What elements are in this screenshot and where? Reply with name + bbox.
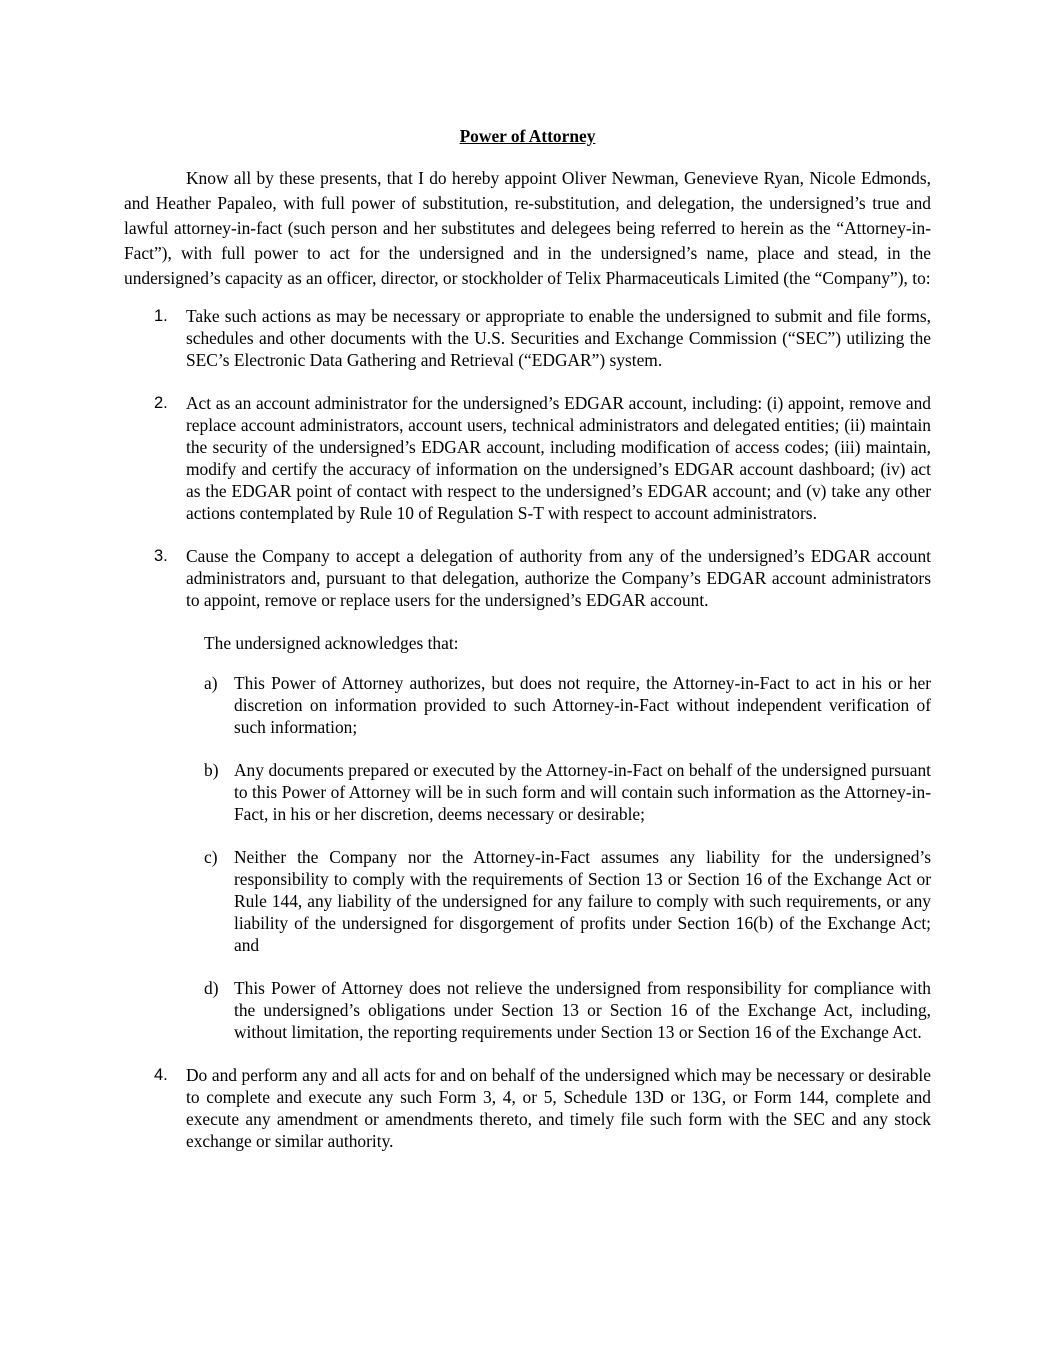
acknowledgement-text: The undersigned acknowledges that: xyxy=(204,633,459,654)
list-item-4 xyxy=(124,1064,931,1152)
item-number: 1. xyxy=(154,307,168,326)
sub-item-a xyxy=(124,672,931,738)
sub-item-letter: a) xyxy=(204,673,218,694)
sub-item-letter: b) xyxy=(204,760,219,781)
numbered-list xyxy=(124,305,931,1152)
sub-item-d xyxy=(124,977,931,1043)
item-text: Do and perform any and all acts for and on behalf of the undersigned which may be necessary or desirable to complete and execute any such Form 3, 4, or 5, Schedule 13D or 13G, or Form 144, complete and execute any amendment or amendments thereto, and timely file such form with the SEC and any stock exchange or similar authority. xyxy=(186,1065,931,1152)
item-number: 4. xyxy=(154,1066,168,1085)
document-title: Power of Attorney xyxy=(459,126,596,146)
sub-item-text: This Power of Attorney authorizes, but does not require, the Attorney-in-Fact to act in his or her discretion on information provided to such Attorney-in-Fact without independent verification of such information; xyxy=(234,673,931,738)
sub-item-text: Any documents prepared or executed by the Attorney-in-Fact on behalf of the undersigned pursuant to this Power of Attorney will be in such form and will contain such information as the Attorney-in-Fact, in his or her discretion, deems necessary or desirable; xyxy=(234,760,931,825)
list-item-1 xyxy=(124,305,931,371)
item-text: Take such actions as may be necessary or appropriate to enable the undersigned to submit and file forms, schedules and other documents with the U.S. Securities and Exchange Commission (“SEC”) utilizing the SEC’s Electronic Data Gathering and Retrieval (“EDGAR”) system. xyxy=(186,306,931,371)
sub-item-c xyxy=(124,846,931,956)
sub-item-text: Neither the Company nor the Attorney-in-Fact assumes any liability for the undersigned’s responsibility to comply with the requirements of Section 13 or Section 16 of the Exchange Act or Rule 144, any liability of the undersigned for any failure to comply with such requirements, or any liability of the undersigned for disgorgement of profits under Section 16(b) of the Exchange Act; and xyxy=(234,847,931,956)
sub-item-b xyxy=(124,759,931,825)
item-text: Cause the Company to accept a delegation of authority from any of the undersigned’s EDGAR account administrators and, pursuant to that delegation, authorize the Company’s EDGAR account administrators to appoint, remove or replace users for the undersigned’s EDGAR account. xyxy=(186,546,931,611)
sub-item-text: This Power of Attorney does not relieve the undersigned from responsibility for compliance with the undersigned’s obligations under Section 13 or Section 16 of the Exchange Act, including, without limitation, the reporting requirements under Section 13 or Section 16 of the Exchange Act. xyxy=(234,978,931,1043)
sub-item-letter: c) xyxy=(204,847,218,868)
item-text: Act as an account administrator for the undersigned’s EDGAR account, including: (i) appoint, remove and replace account administrators, account users, technical administrators and delegated entities; (ii) maintain the security of the undersigned’s EDGAR account, including modification of access codes; (iii) maintain, modify and certify the accuracy of information on the undersigned’s EDGAR account dashboard; (iv) act as the EDGAR point of contact with respect to the undersigned’s EDGAR account; and (v) take any other actions contemplated by Rule 10 of Regulation S-T with respect to account administrators. xyxy=(186,393,931,524)
item-number: 3. xyxy=(154,547,168,566)
list-item-2 xyxy=(124,392,931,524)
item-number: 2. xyxy=(154,394,168,413)
document-page xyxy=(124,124,931,1173)
sub-item-letter: d) xyxy=(204,978,219,999)
lettered-list xyxy=(124,672,931,1043)
acknowledgement-block xyxy=(124,632,931,1043)
intro-paragraph: Know all by these presents, that I do hereby appoint Oliver Newman, Genevieve Ryan, Nicole Edmonds, and Heather Papaleo, with full power of substitution, re-substitution, and delegation, the undersigned’s true and lawful attorney-in-fact (such person and her substitutes and delegees being referred to herein as the “Attorney-in-Fact”), with full power to act for the undersigned and in the undersigned’s name, place and stead, in the undersigned’s capacity as an officer, director, or stockholder of Telix Pharmaceuticals Limited (the “Company”), to: xyxy=(124,167,931,288)
list-item-3 xyxy=(124,545,931,611)
